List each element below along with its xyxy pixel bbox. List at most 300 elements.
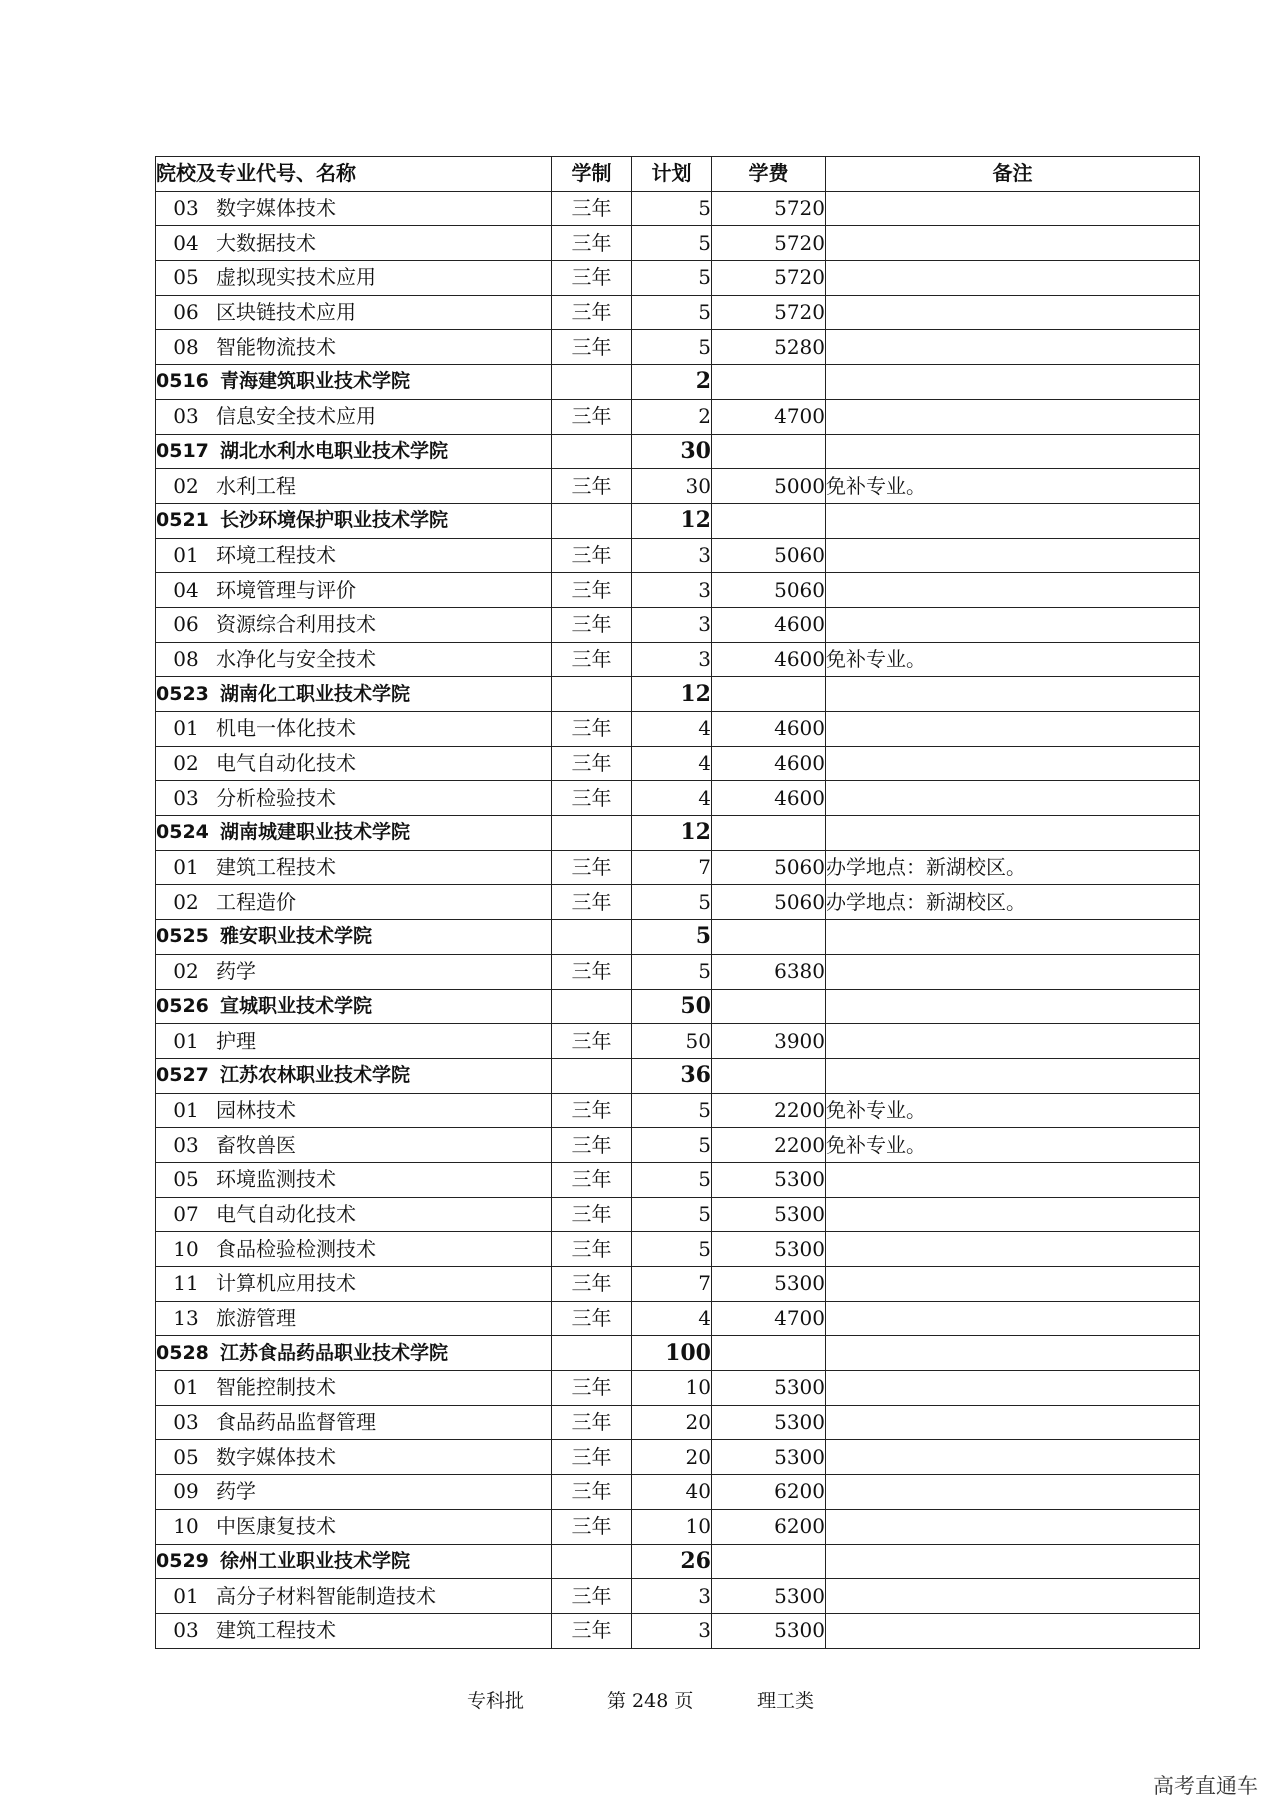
fee-cell: 5720 xyxy=(712,226,826,261)
major-row xyxy=(156,1579,1200,1614)
note-cell xyxy=(826,1509,1200,1544)
fee-cell: 5300 xyxy=(712,1613,826,1648)
major-code: 05 xyxy=(173,265,199,290)
major-row xyxy=(156,399,1200,434)
note-cell xyxy=(826,399,1200,434)
name-cell xyxy=(156,1197,552,1232)
school-code: 0521 xyxy=(156,509,209,532)
fee-cell xyxy=(712,920,826,955)
length-cell: 三年 xyxy=(552,1475,632,1510)
major-row xyxy=(156,1371,1200,1406)
major-row xyxy=(156,1162,1200,1197)
note-cell xyxy=(826,573,1200,608)
name-cell xyxy=(156,1613,552,1648)
note-cell xyxy=(826,538,1200,573)
name-cell xyxy=(156,920,552,955)
name-cell xyxy=(156,1579,552,1614)
fee-cell xyxy=(712,677,826,712)
note-cell xyxy=(826,1475,1200,1510)
major-code: 01 xyxy=(173,542,199,567)
watermark: 高考直通车 xyxy=(1153,1774,1258,1798)
name-cell xyxy=(156,1058,552,1093)
major-row xyxy=(156,1267,1200,1302)
major-code: 11 xyxy=(173,1271,199,1296)
major-row xyxy=(156,1093,1200,1128)
name-cell xyxy=(156,746,552,781)
name-cell xyxy=(156,226,552,261)
fee-cell: 4600 xyxy=(712,642,826,677)
note-cell xyxy=(826,1371,1200,1406)
header-length: 学制 xyxy=(552,157,632,192)
note-cell xyxy=(826,1544,1200,1579)
length-cell xyxy=(552,1058,632,1093)
footer-batch: 专科批 xyxy=(467,1690,525,1712)
fee-cell xyxy=(712,1058,826,1093)
major-name: 资源综合利用技术 xyxy=(216,612,376,637)
length-cell: 三年 xyxy=(552,1162,632,1197)
plan-cell: 4 xyxy=(632,746,712,781)
length-cell xyxy=(552,677,632,712)
plan-cell: 3 xyxy=(632,1579,712,1614)
note-cell xyxy=(826,365,1200,400)
name-cell xyxy=(156,1336,552,1371)
fee-cell: 4700 xyxy=(712,1301,826,1336)
plan-cell: 7 xyxy=(632,850,712,885)
fee-cell: 6380 xyxy=(712,954,826,989)
major-name: 药学 xyxy=(216,959,256,984)
note-cell xyxy=(826,503,1200,538)
major-code: 02 xyxy=(173,889,199,914)
name-cell xyxy=(156,261,552,296)
length-cell: 三年 xyxy=(552,399,632,434)
fee-cell: 6200 xyxy=(712,1475,826,1510)
plan-cell: 5 xyxy=(632,1162,712,1197)
fee-cell: 5300 xyxy=(712,1371,826,1406)
footer-page-number: 第 248 页 xyxy=(607,1690,694,1712)
note-cell xyxy=(826,920,1200,955)
name-cell xyxy=(156,1162,552,1197)
plan-cell: 3 xyxy=(632,573,712,608)
major-name: 水利工程 xyxy=(216,473,296,498)
note-cell xyxy=(826,191,1200,226)
note-cell xyxy=(826,1405,1200,1440)
fee-cell xyxy=(712,816,826,851)
major-name: 食品检验检测技术 xyxy=(216,1236,376,1261)
plan-cell: 50 xyxy=(632,989,712,1024)
major-code: 03 xyxy=(173,1132,199,1157)
length-cell xyxy=(552,989,632,1024)
plan-cell: 20 xyxy=(632,1405,712,1440)
plan-cell: 5 xyxy=(632,954,712,989)
name-cell xyxy=(156,1440,552,1475)
fee-cell: 5720 xyxy=(712,295,826,330)
major-code: 04 xyxy=(173,577,199,602)
major-name: 数字媒体技术 xyxy=(216,1444,336,1469)
school-code: 0523 xyxy=(156,682,209,705)
name-cell xyxy=(156,573,552,608)
major-row xyxy=(156,191,1200,226)
major-code: 01 xyxy=(173,855,199,880)
length-cell: 三年 xyxy=(552,850,632,885)
name-cell xyxy=(156,538,552,573)
name-cell xyxy=(156,399,552,434)
major-row xyxy=(156,607,1200,642)
plan-cell: 2 xyxy=(632,399,712,434)
major-name: 虚拟现实技术应用 xyxy=(216,265,376,290)
major-code: 02 xyxy=(173,473,199,498)
name-cell xyxy=(156,712,552,747)
length-cell: 三年 xyxy=(552,538,632,573)
plan-cell: 30 xyxy=(632,469,712,504)
plan-cell: 12 xyxy=(632,677,712,712)
length-cell: 三年 xyxy=(552,330,632,365)
fee-cell: 5300 xyxy=(712,1440,826,1475)
school-row xyxy=(156,1058,1200,1093)
note-cell xyxy=(826,1197,1200,1232)
major-name: 水净化与安全技术 xyxy=(216,646,376,671)
plan-cell: 5 xyxy=(632,885,712,920)
name-cell xyxy=(156,885,552,920)
major-row xyxy=(156,885,1200,920)
note-cell xyxy=(826,1162,1200,1197)
major-code: 08 xyxy=(173,646,199,671)
name-cell xyxy=(156,330,552,365)
major-name: 旅游管理 xyxy=(216,1306,296,1331)
name-cell xyxy=(156,1301,552,1336)
school-row xyxy=(156,816,1200,851)
major-row xyxy=(156,538,1200,573)
school-code: 0517 xyxy=(156,439,209,462)
plan-cell: 5 xyxy=(632,330,712,365)
major-code: 05 xyxy=(173,1167,199,1192)
school-name: 江苏食品药品职业技术学院 xyxy=(220,1341,449,1364)
note-cell xyxy=(826,1024,1200,1059)
fee-cell: 5300 xyxy=(712,1162,826,1197)
plan-cell: 20 xyxy=(632,1440,712,1475)
length-cell: 三年 xyxy=(552,226,632,261)
major-row xyxy=(156,330,1200,365)
plan-cell: 10 xyxy=(632,1371,712,1406)
note-cell xyxy=(826,1232,1200,1267)
major-code: 09 xyxy=(173,1479,199,1504)
length-cell xyxy=(552,1336,632,1371)
note-cell xyxy=(826,1058,1200,1093)
major-code: 10 xyxy=(173,1514,199,1539)
fee-cell: 2200 xyxy=(712,1128,826,1163)
note-cell xyxy=(826,781,1200,816)
plan-cell: 5 xyxy=(632,261,712,296)
school-name: 湖北水利水电职业技术学院 xyxy=(220,439,449,462)
major-code: 02 xyxy=(173,751,199,776)
major-name: 计算机应用技术 xyxy=(216,1271,356,1296)
name-cell xyxy=(156,1405,552,1440)
note-cell xyxy=(826,677,1200,712)
note-cell xyxy=(826,1267,1200,1302)
fee-cell: 5000 xyxy=(712,469,826,504)
major-row xyxy=(156,1475,1200,1510)
name-cell xyxy=(156,816,552,851)
length-cell: 三年 xyxy=(552,295,632,330)
fee-cell: 4700 xyxy=(712,399,826,434)
page-footer xyxy=(0,1686,1280,1716)
major-code: 01 xyxy=(173,1097,199,1122)
length-cell: 三年 xyxy=(552,712,632,747)
length-cell: 三年 xyxy=(552,1128,632,1163)
note-cell xyxy=(826,712,1200,747)
major-row xyxy=(156,746,1200,781)
major-name: 智能控制技术 xyxy=(216,1375,336,1400)
length-cell: 三年 xyxy=(552,1405,632,1440)
note-cell xyxy=(826,261,1200,296)
major-code: 01 xyxy=(173,1028,199,1053)
major-row xyxy=(156,261,1200,296)
fee-cell xyxy=(712,365,826,400)
school-row xyxy=(156,920,1200,955)
length-cell: 三年 xyxy=(552,1440,632,1475)
major-code: 08 xyxy=(173,334,199,359)
name-cell xyxy=(156,365,552,400)
note-cell xyxy=(826,816,1200,851)
note-cell xyxy=(826,607,1200,642)
major-row xyxy=(156,1613,1200,1648)
admissions-plan-table xyxy=(155,156,1200,1649)
length-cell: 三年 xyxy=(552,954,632,989)
plan-cell: 3 xyxy=(632,538,712,573)
plan-cell: 5 xyxy=(632,191,712,226)
major-row xyxy=(156,1232,1200,1267)
name-cell xyxy=(156,1544,552,1579)
name-cell xyxy=(156,1232,552,1267)
major-name: 电气自动化技术 xyxy=(216,1201,356,1226)
plan-cell: 7 xyxy=(632,1267,712,1302)
fee-cell xyxy=(712,1336,826,1371)
note-cell: 免补专业。 xyxy=(826,1093,1200,1128)
length-cell: 三年 xyxy=(552,1267,632,1302)
note-cell: 办学地点：新湖校区。 xyxy=(826,885,1200,920)
school-name: 青海建筑职业技术学院 xyxy=(220,370,411,393)
note-cell xyxy=(826,1336,1200,1371)
major-name: 机电一体化技术 xyxy=(216,716,356,741)
length-cell: 三年 xyxy=(552,885,632,920)
fee-cell: 4600 xyxy=(712,712,826,747)
header-name: 院校及专业代号、名称 xyxy=(156,157,552,192)
name-cell xyxy=(156,1267,552,1302)
school-name: 宣城职业技术学院 xyxy=(220,994,373,1017)
fee-cell: 5300 xyxy=(712,1197,826,1232)
school-code: 0528 xyxy=(156,1341,209,1364)
note-cell xyxy=(826,330,1200,365)
plan-cell: 40 xyxy=(632,1475,712,1510)
plan-cell: 12 xyxy=(632,816,712,851)
major-name: 信息安全技术应用 xyxy=(216,404,376,429)
major-name: 药学 xyxy=(216,1479,256,1504)
plan-cell: 4 xyxy=(632,712,712,747)
note-cell xyxy=(826,226,1200,261)
length-cell: 三年 xyxy=(552,1579,632,1614)
fee-cell xyxy=(712,1544,826,1579)
major-row xyxy=(156,1301,1200,1336)
name-cell xyxy=(156,295,552,330)
major-code: 13 xyxy=(173,1306,199,1331)
plan-cell: 3 xyxy=(632,1613,712,1648)
plan-cell: 5 xyxy=(632,1232,712,1267)
plan-cell: 10 xyxy=(632,1509,712,1544)
major-row xyxy=(156,642,1200,677)
major-code: 06 xyxy=(173,612,199,637)
major-code: 01 xyxy=(173,1375,199,1400)
note-cell: 免补专业。 xyxy=(826,642,1200,677)
fee-cell: 2200 xyxy=(712,1093,826,1128)
major-row xyxy=(156,469,1200,504)
major-code: 03 xyxy=(173,196,199,221)
length-cell: 三年 xyxy=(552,469,632,504)
school-row xyxy=(156,989,1200,1024)
major-row xyxy=(156,1197,1200,1232)
name-cell xyxy=(156,781,552,816)
school-name: 徐州工业职业技术学院 xyxy=(220,1549,411,1572)
major-row xyxy=(156,295,1200,330)
note-cell: 办学地点：新湖校区。 xyxy=(826,850,1200,885)
plan-cell: 3 xyxy=(632,607,712,642)
name-cell xyxy=(156,954,552,989)
length-cell xyxy=(552,920,632,955)
note-cell xyxy=(826,434,1200,469)
plan-cell: 4 xyxy=(632,1301,712,1336)
name-cell xyxy=(156,677,552,712)
school-name: 雅安职业技术学院 xyxy=(220,925,373,948)
major-row xyxy=(156,850,1200,885)
major-code: 07 xyxy=(173,1201,199,1226)
fee-cell: 5060 xyxy=(712,850,826,885)
note-cell xyxy=(826,989,1200,1024)
plan-cell: 3 xyxy=(632,642,712,677)
length-cell: 三年 xyxy=(552,573,632,608)
plan-cell: 5 xyxy=(632,920,712,955)
length-cell: 三年 xyxy=(552,781,632,816)
school-name: 湖南城建职业技术学院 xyxy=(220,821,411,844)
major-code: 10 xyxy=(173,1236,199,1261)
major-code: 03 xyxy=(173,1618,199,1643)
header-fee: 学费 xyxy=(712,157,826,192)
fee-cell: 5300 xyxy=(712,1405,826,1440)
length-cell: 三年 xyxy=(552,1024,632,1059)
plan-cell: 5 xyxy=(632,1197,712,1232)
fee-cell: 4600 xyxy=(712,746,826,781)
name-cell xyxy=(156,434,552,469)
major-name: 智能物流技术 xyxy=(216,334,336,359)
major-name: 建筑工程技术 xyxy=(216,855,336,880)
header-plan: 计划 xyxy=(632,157,712,192)
fee-cell: 5060 xyxy=(712,885,826,920)
plan-cell: 50 xyxy=(632,1024,712,1059)
major-name: 护理 xyxy=(216,1028,256,1053)
plan-cell: 2 xyxy=(632,365,712,400)
fee-cell: 5300 xyxy=(712,1232,826,1267)
major-code: 01 xyxy=(173,1583,199,1608)
table-header-row xyxy=(156,157,1200,192)
major-code: 06 xyxy=(173,300,199,325)
fee-cell: 3900 xyxy=(712,1024,826,1059)
length-cell: 三年 xyxy=(552,1093,632,1128)
name-cell xyxy=(156,607,552,642)
length-cell: 三年 xyxy=(552,1509,632,1544)
school-name: 湖南化工职业技术学院 xyxy=(220,682,411,705)
name-cell xyxy=(156,1024,552,1059)
name-cell xyxy=(156,989,552,1024)
school-code: 0526 xyxy=(156,994,209,1017)
major-code: 03 xyxy=(173,1410,199,1435)
major-name: 数字媒体技术 xyxy=(216,196,336,221)
major-name: 园林技术 xyxy=(216,1097,296,1122)
name-cell xyxy=(156,1128,552,1163)
major-row xyxy=(156,1128,1200,1163)
plan-cell: 26 xyxy=(632,1544,712,1579)
major-name: 大数据技术 xyxy=(216,230,316,255)
length-cell: 三年 xyxy=(552,1197,632,1232)
major-row xyxy=(156,1440,1200,1475)
school-row xyxy=(156,1544,1200,1579)
name-cell xyxy=(156,191,552,226)
plan-cell: 100 xyxy=(632,1336,712,1371)
name-cell xyxy=(156,1371,552,1406)
major-row xyxy=(156,781,1200,816)
plan-cell: 4 xyxy=(632,781,712,816)
fee-cell: 4600 xyxy=(712,781,826,816)
note-cell xyxy=(826,1301,1200,1336)
major-name: 电气自动化技术 xyxy=(216,751,356,776)
length-cell xyxy=(552,365,632,400)
length-cell: 三年 xyxy=(552,1613,632,1648)
school-code: 0516 xyxy=(156,370,209,393)
length-cell: 三年 xyxy=(552,1301,632,1336)
school-code: 0524 xyxy=(156,821,209,844)
major-row xyxy=(156,226,1200,261)
major-code: 03 xyxy=(173,785,199,810)
major-name: 畜牧兽医 xyxy=(216,1132,296,1157)
major-name: 工程造价 xyxy=(216,889,296,914)
major-code: 02 xyxy=(173,959,199,984)
length-cell: 三年 xyxy=(552,191,632,226)
length-cell: 三年 xyxy=(552,1371,632,1406)
name-cell xyxy=(156,469,552,504)
note-cell xyxy=(826,1579,1200,1614)
plan-cell: 5 xyxy=(632,295,712,330)
length-cell xyxy=(552,816,632,851)
major-name: 高分子材料智能制造技术 xyxy=(216,1583,436,1608)
plan-cell: 36 xyxy=(632,1058,712,1093)
fee-cell: 5300 xyxy=(712,1267,826,1302)
major-name: 食品药品监督管理 xyxy=(216,1410,376,1435)
fee-cell: 5060 xyxy=(712,538,826,573)
major-row xyxy=(156,1509,1200,1544)
name-cell xyxy=(156,1509,552,1544)
school-code: 0527 xyxy=(156,1064,209,1087)
name-cell xyxy=(156,1475,552,1510)
major-row xyxy=(156,954,1200,989)
length-cell: 三年 xyxy=(552,746,632,781)
major-code: 03 xyxy=(173,404,199,429)
name-cell xyxy=(156,1093,552,1128)
fee-cell: 6200 xyxy=(712,1509,826,1544)
major-name: 环境监测技术 xyxy=(216,1167,336,1192)
fee-cell xyxy=(712,503,826,538)
major-row xyxy=(156,712,1200,747)
length-cell xyxy=(552,1544,632,1579)
name-cell xyxy=(156,850,552,885)
major-name: 区块链技术应用 xyxy=(216,300,356,325)
plan-cell: 30 xyxy=(632,434,712,469)
fee-cell: 5720 xyxy=(712,261,826,296)
